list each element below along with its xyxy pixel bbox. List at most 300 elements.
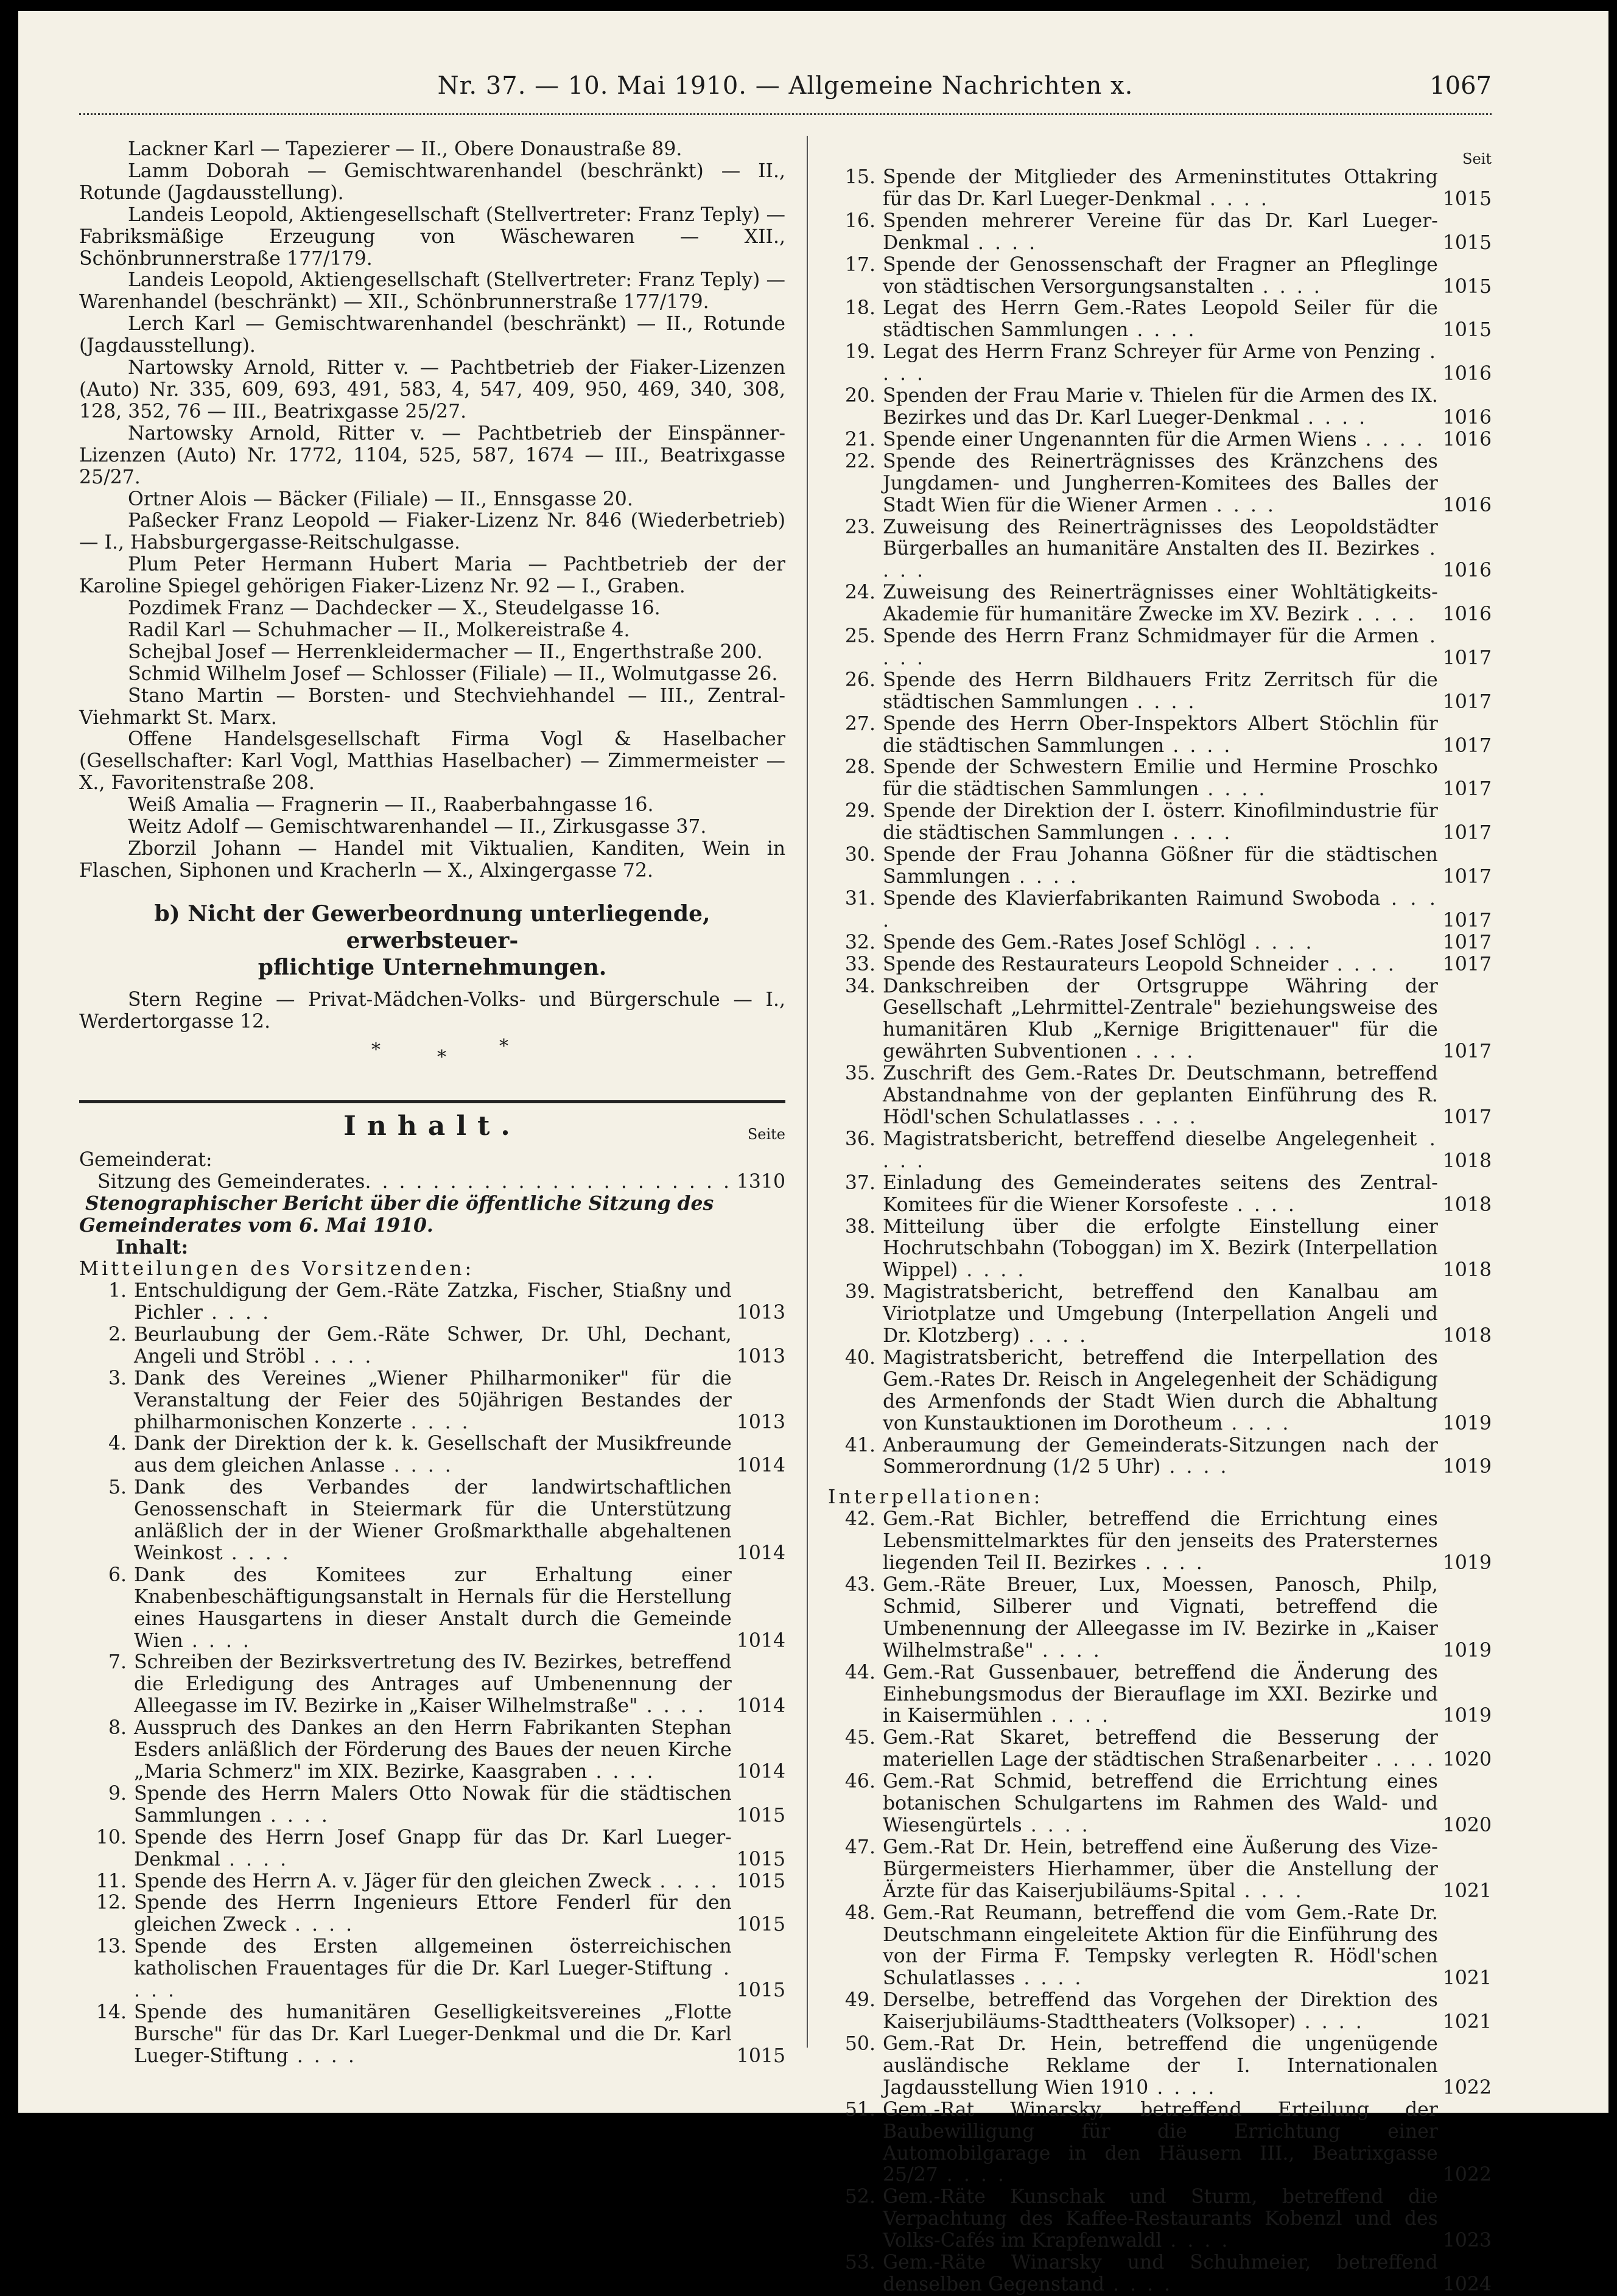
leader-dots: . . . . [1136, 1552, 1205, 1575]
toc-number: 29. [844, 800, 875, 823]
toc-body [883, 1172, 1438, 1216]
toc-text-wrap [883, 298, 1438, 342]
toc-row [134, 1477, 785, 1565]
toc-row [134, 1565, 785, 1652]
toc-body [883, 1771, 1438, 1836]
toc-item [79, 1280, 785, 1324]
leader-dots: . . . . [883, 538, 1438, 582]
toc-number: 10. [96, 1826, 127, 1848]
toc-row [134, 1871, 785, 1893]
toc-page: 1018 [1442, 1325, 1492, 1347]
toc-item [828, 954, 1492, 976]
leader-dots: . . . . [1296, 2011, 1364, 2034]
toc-number: 12. [96, 1892, 127, 1914]
toc-text: Einladung des Gemeinderates seitens des Zentral-Komitees für die Wiener Korsofeste [883, 1171, 1438, 1216]
toc-page: 1016 [1442, 406, 1492, 429]
toc-number: 49. [844, 1989, 875, 2012]
toc-text: Gem.-Rat Winarsky, betreffend Erteilung der Baubewilligung für die Errichtung einer Automobilgarage in den Häusern III., Beatrixgasse 25/27 [883, 2098, 1438, 2186]
toc-text-wrap [883, 1129, 1438, 1173]
toc-page: 1014 [736, 1629, 785, 1652]
toc-row [134, 1280, 785, 1324]
toc-number: 23. [844, 516, 875, 538]
toc-item [828, 1282, 1492, 1347]
toc-row [883, 385, 1492, 429]
toc-text: Spende des Herrn Malers Otto Nowak für die städtischen Sammlungen [134, 1782, 732, 1827]
toc-number: 5. [108, 1476, 127, 1499]
leader-dots: . . . . [1367, 1749, 1436, 1771]
toc-text-wrap [883, 167, 1438, 211]
toc-body [134, 1870, 651, 1892]
mitteilungen-label: Mitteilungen des Vorsitzenden: [79, 1258, 475, 1280]
toc-text: Gem.-Räte Winarsky und Schuhmeier, betreffend denselben Gegenstand [883, 2252, 1438, 2295]
toc-body [883, 341, 1420, 363]
leader-dots: . . . . [1128, 690, 1197, 713]
toc-item [828, 1575, 1492, 1662]
section-b-heading [79, 900, 785, 981]
toc-page: 1017 [1442, 931, 1492, 953]
toc-body [883, 1347, 1438, 1434]
toc-text-wrap [883, 2252, 1438, 2296]
toc-row [883, 844, 1492, 888]
toc-row [883, 1771, 1492, 1837]
toc-text-wrap [883, 1662, 1438, 1728]
toc-number: 52. [844, 2186, 875, 2208]
toc-number: 8. [108, 1717, 127, 1740]
toc-item [828, 1771, 1492, 1837]
toc-text-wrap [134, 1936, 732, 2002]
leader-dots: . . . . [1129, 1106, 1198, 1128]
toc-number: 20. [844, 385, 875, 407]
toc-sitzung [79, 1171, 785, 1193]
toc-row [883, 342, 1492, 385]
toc-row [883, 1727, 1492, 1771]
leader-dots: . . . . [288, 2045, 357, 2067]
running-title: Nr. 37. — 10. Mai 1910. — Allgemeine Nachrichten x. [437, 72, 1134, 100]
toc-page: 1016 [1442, 603, 1492, 626]
star: * [499, 1035, 508, 1057]
toc-item [79, 2002, 785, 2068]
toc-item [828, 451, 1492, 517]
toc-text: Magistratsbericht, betreffend die Interpellation des Gem.-Rates Dr. Reisch in Angelegenheit der Schädigung des Armenfonds der Stadt Wien durch die Abhaltung von Kunstauktionen im Dorotheum [883, 1346, 1438, 1434]
leader-dots: . . . . [637, 1695, 706, 1718]
toc-text-wrap [134, 1871, 732, 1893]
toc-row [883, 1509, 1492, 1575]
page-number: 1067 [1429, 72, 1492, 100]
toc-row [883, 1129, 1492, 1173]
leader-dots [365, 1171, 736, 1193]
toc-number: 26. [844, 669, 875, 691]
toc-row [883, 211, 1492, 255]
toc-text-wrap [134, 1718, 732, 1783]
toc-body [883, 451, 1438, 516]
toc-body [883, 713, 1438, 757]
leader-dots: . . . . [286, 1914, 355, 1936]
star: * [371, 1039, 381, 1061]
toc-text: Spende des Ersten allgemeinen österreichischen katholischen Frauentages für die Dr. Karl Lueger-Stiftung [134, 1936, 732, 1980]
toc-text: Spende einer Ungenannten für die Armen Wiens [883, 428, 1357, 451]
toc-item [79, 1871, 785, 1893]
toc-item [828, 385, 1492, 429]
toc-text-wrap [134, 2002, 732, 2068]
toc-item [828, 2034, 1492, 2099]
leader-dots: . . . . [222, 1542, 291, 1564]
toc-text-wrap [883, 844, 1438, 888]
toc-text: Entschuldigung der Gem.-Räte Zatzka, Fischer, Stiaßny und Pichler [134, 1280, 732, 1324]
toc-body [883, 429, 1357, 451]
toc-number: 2. [108, 1323, 127, 1346]
leader-dots: . . . . [1104, 2273, 1173, 2295]
leader-dots: . . . . [1246, 931, 1314, 953]
leader-dots: . . . . [1207, 494, 1276, 516]
toc-text: Gem.-Rat Dr. Hein, betreffend die ungenügende ausländische Reklame der I. Internationalen Jagdausstellung Wien 1910 [883, 2033, 1438, 2099]
register-entry: Pozdimek Franz — Dachdecker — X., Steudelgasse 16. [128, 597, 661, 620]
toc-number: 1. [108, 1280, 127, 1302]
toc-body [883, 756, 1438, 800]
toc-text-wrap [883, 429, 1438, 451]
toc-item [79, 1652, 785, 1718]
toc-text: Dank der Direktion der k. k. Gesellschaft der Musikfreunde aus dem gleichen Anlasse [134, 1433, 732, 1477]
toc-text: Gem.-Rat Bichler, betreffend die Errichtung eines Lebensmittelmarktes für den jenseits des Pratersternes liegenden Teil II. Bezirkes [883, 1508, 1438, 1575]
toc-item [79, 1565, 785, 1652]
toc-item [828, 1903, 1492, 1990]
toc-number: 40. [844, 1346, 875, 1369]
toc-number: 11. [96, 1870, 127, 1892]
toc-page: 1014 [736, 1455, 785, 1477]
toc-text: Spende des Restaurateurs Leopold Schneider [883, 953, 1328, 975]
toc-item [79, 1783, 785, 1827]
toc-item [828, 757, 1492, 801]
register-entry: Lerch Karl — Gemischtwarenhandel (beschränkt) — II., Rotunde (Jagdausstellung). [79, 313, 785, 357]
toc-item [828, 670, 1492, 714]
leader-dots: . . . . [958, 1259, 1026, 1282]
toc-page: 1017 [1442, 1106, 1492, 1128]
toc-row [883, 2186, 1492, 2252]
leader-dots: . . . . [1020, 1325, 1089, 1347]
toc-page: 1017 [1442, 690, 1492, 713]
leader-dots: . . . . [1160, 1456, 1229, 1478]
toc-number: 43. [844, 1574, 875, 1596]
toc-page: 1017 [1442, 734, 1492, 757]
leader-dots: . . . . [1015, 1967, 1084, 1990]
toc-page: 1013 [736, 1345, 785, 1367]
toc-body [883, 800, 1438, 844]
toc-text: Gem.-Rat Schmid, betreffend die Errichtung eines botanischen Schulgartens im Rahmen des Wald- und Wiesengürtels [883, 1771, 1438, 1836]
toc-row [883, 255, 1492, 298]
toc-item [79, 1433, 785, 1477]
toc-text-wrap [883, 2034, 1438, 2099]
register-entry: Schmid Wilhelm Josef — Schlosser (Filiale) — II., Wolmutgasse 26. [128, 662, 778, 685]
toc-text: Spende des Herrn Franz Schmidmayer für die Armen [883, 625, 1419, 648]
toc-text: Zuschrift des Gem.-Rates Dr. Deutschmann, betreffend Abstandnahme von der geplanten Einführung des R. Hödl'schen Schulatlasses [883, 1062, 1438, 1128]
leader-dots: . . . . [651, 1870, 720, 1892]
leader-dots: . . . . [1348, 603, 1417, 626]
toc-row [883, 167, 1492, 211]
toc-text-wrap [883, 757, 1438, 801]
toc-row [134, 1718, 785, 1783]
toc-page: 1015 [1442, 319, 1492, 342]
toc-text: Dank des Verbandes der landwirtschaftlichen Genossenschaft in Steiermark für die Unterstützung anläßlich der in der Wiener Großmarkthalle abgehaltenen Weinkost [134, 1476, 732, 1564]
toc-text: Spenden der Frau Marie v. Thielen für die Armen des IX. Bezirkes und das Dr. Karl Lueger-Denkmal [883, 385, 1438, 429]
toc-row [134, 1936, 785, 2002]
toc-number: 45. [844, 1727, 875, 1749]
toc-row [134, 1652, 785, 1718]
toc-text-wrap [134, 1565, 732, 1652]
toc-number: 51. [844, 2098, 875, 2121]
toc-item [828, 342, 1492, 385]
toc-number: 14. [96, 2001, 127, 2023]
toc-number: 18. [844, 297, 875, 320]
toc-page: 1017 [1442, 778, 1492, 801]
toc-text-wrap [883, 954, 1438, 976]
toc-row [134, 1783, 785, 1827]
leader-dots: . . . . [1128, 319, 1197, 342]
toc-text: Legat des Herrn Gem.-Rates Leopold Seiler für die städtischen Sammlungen [883, 297, 1438, 342]
toc-body [134, 1324, 732, 1367]
toc-page: 1016 [1442, 363, 1492, 385]
toc-number: 16. [844, 209, 875, 232]
toc-number: 34. [844, 975, 875, 997]
toc-row [883, 1173, 1492, 1216]
toc-text: Spende des Herrn Bildhauers Fritz Zerritsch für die städtischen Sammlungen [883, 669, 1438, 713]
toc-page: 1019 [1442, 1412, 1492, 1434]
steno-title: Stenographischer Bericht über die öffentliche Sitzung des Gemeinderates vom 6. Mai 1910. [79, 1192, 714, 1237]
toc-row [883, 517, 1492, 583]
toc-item [79, 1477, 785, 1565]
register-entry: Zborzil Johann — Handel mit Viktualien, Kanditen, Wein in Flaschen, Siphonen und Kracherln — X., Alxingergasse 72. [79, 838, 785, 882]
toc-page: 1017 [1442, 1041, 1492, 1063]
toc-row [883, 670, 1492, 714]
toc-item [828, 2099, 1492, 2187]
leader-dots: . . . . [220, 1848, 289, 1870]
header-rule [79, 113, 1492, 115]
toc-text: Sitzung des Gemeinderates [97, 1170, 365, 1193]
toc-item [828, 429, 1492, 451]
section-b-title-line1: b) Nicht der Gewerbeordnung unterliegende, erwerbsteuer- [154, 900, 710, 953]
toc-text: Ausspruch des Dankes an den Herrn Fabrikanten Stephan Esders anläßlich der Förderung des Baues der neuen Kirche „Maria Schmerz" im XIX. Bezirke, Kaasgraben [134, 1717, 732, 1783]
toc-text-wrap [134, 1368, 732, 1434]
toc-text-wrap [134, 1477, 732, 1565]
register-entry: Ortner Alois — Bäcker (Filiale) — II., Ennsgasse 20. [128, 488, 633, 510]
toc-text-wrap [134, 1433, 732, 1477]
toc-number: 30. [844, 844, 875, 866]
toc-number: 38. [844, 1215, 875, 1238]
toc-text-wrap [883, 1575, 1438, 1662]
toc-row [883, 1282, 1492, 1347]
toc-page: 1021 [1442, 2011, 1492, 2034]
toc-number: 22. [844, 450, 875, 472]
leader-dots: . . . . [1164, 734, 1233, 757]
toc-row [883, 1216, 1492, 1282]
toc-text-wrap [883, 517, 1438, 583]
toc-text: Dank des Komitees zur Erhaltung einer Knabenbeschäftigungsanstalt in Hernals für die Herstellung eines Hausgartens in dieser Anstalt durch die Gemeinde Wien [134, 1564, 732, 1652]
leader-dots: . . . . [1148, 2076, 1217, 2099]
leader-dots: . . . . [1356, 428, 1425, 451]
toc-item [828, 888, 1492, 932]
leader-dots: . . . . [938, 2164, 1006, 2186]
toc-text: Spende des Herrn Ingenieurs Ettore Fenderl für den gleichen Zweck [134, 1892, 732, 1936]
toc-page: 1014 [736, 1542, 785, 1564]
leader-dots: . . . . [1042, 1705, 1111, 1727]
toc-row [883, 451, 1492, 517]
toc-row [883, 2034, 1492, 2099]
toc-text-wrap [134, 1652, 732, 1718]
right-column [828, 151, 1492, 2296]
leader-dots: . . . . [385, 1455, 454, 1477]
document-page [18, 11, 1608, 2295]
toc-number: 31. [844, 887, 875, 910]
toc-text: Zuweisung des Reinerträgnisses des Leopoldstädter Bürgerballes an humanitäre Anstalten des II. Bezirkes [883, 516, 1438, 560]
toc-page: 1021 [1442, 1880, 1492, 1902]
section-rule [79, 1100, 785, 1103]
toc-text: Schreiben der Bezirksvertretung des IV. Bezirkes, betreffend die Erledigung des Antrages auf Umbenennung der Alleegasse im IV. Bezirke in „Kaiser Wilhelmstraße" [134, 1651, 732, 1718]
toc-number: 21. [844, 428, 875, 451]
toc-text-wrap [883, 1990, 1438, 2034]
toc-body [883, 1574, 1438, 1662]
toc-text: Gem.-Räte Kunschak und Sturm, betreffend die Verpachtung des Kaffee-Restaurants Kobenzl und des Volks-Cafés im Krapfenwaldl [883, 2186, 1438, 2252]
toc-list-right [828, 167, 1492, 1478]
seite-label: Seite [747, 1125, 785, 1143]
toc-row [883, 2099, 1492, 2187]
toc-row [883, 757, 1492, 801]
toc-item [828, 2186, 1492, 2252]
toc-row [134, 1368, 785, 1434]
toc-number: 27. [844, 712, 875, 735]
leader-dots: . . . . [1022, 1814, 1090, 1836]
star: * [437, 1046, 446, 1068]
toc-row [883, 298, 1492, 342]
leader-dots: . . . . [883, 625, 1438, 669]
toc-text: Spenden mehrerer Vereine für das Dr. Karl Lueger-Denkmal [883, 209, 1438, 254]
toc-row [883, 1575, 1492, 1662]
toc-text-wrap [883, 1216, 1438, 1282]
toc-number: 36. [844, 1128, 875, 1150]
leader-dots: . . . . [1127, 1041, 1196, 1063]
toc-text: Spende der Genossenschaft der Fragner an Pfleglinge von städtischen Versorgungsanstalten [883, 253, 1438, 298]
toc-text: Spende des Reinerträgnisses des Kränzchens des Jungdamen- und Jungherren-Komitees des Balles der Stadt Wien für die Wiener Armen [883, 450, 1438, 516]
register-entry: Nartowsky Arnold, Ritter v. — Pachtbetrieb der Einspänner-Lizenzen (Auto) Nr. 1772, 1104, 525, 587, 1674 — III., Beatrixgasse 25/27. [79, 422, 785, 488]
column-divider [807, 136, 808, 2048]
leader-dots: . . . . [261, 1804, 330, 1827]
toc-item [828, 1173, 1492, 1216]
register-entry: Radil Karl — Schuhmacher — II., Molkereistraße 4. [128, 619, 630, 641]
toc-number: 3. [108, 1367, 127, 1389]
toc-row [883, 1347, 1492, 1435]
register-entry: Stano Martin — Borsten- und Stechviehhandel — III., Zentral-Viehmarkt St. Marx. [79, 684, 785, 729]
toc-page: 1023 [1442, 2230, 1492, 2252]
toc-body [883, 625, 1419, 647]
leader-dots: . . . . [883, 1128, 1438, 1172]
register-entry: Weitz Adolf — Gemischtwarenhandel — II., Zirkusgasse 37. [128, 816, 707, 838]
toc-text: Dank des Vereines „Wiener Philharmoniker" für die Veranstaltung der Feier des 50jährigen Bestandes der philharmonischen Konzerte [134, 1367, 732, 1433]
toc-text-wrap [883, 582, 1438, 626]
leader-dots: . . . . [1328, 953, 1397, 975]
toc-item [828, 932, 1492, 954]
toc-text-wrap [883, 1509, 1438, 1575]
register-entry: Weiß Amalia — Fragnerin — II., Raaberbahngasse 16. [128, 794, 654, 816]
toc-text-wrap [883, 1282, 1438, 1347]
toc-item [828, 1216, 1492, 1282]
toc-text-wrap [883, 1063, 1438, 1129]
toc-body [883, 166, 1438, 210]
leader-dots: . . . . [1201, 188, 1269, 210]
toc-text: Anberaumung der Gemeinderats-Sitzungen nach der Sommerordnung (1/2 5 Uhr) [883, 1434, 1438, 1478]
toc-page: 1019 [1442, 1705, 1492, 1727]
toc-page: 1015 [736, 1870, 785, 1892]
register-entry: Stern Regine — Privat-Mädchen-Volks- und Bürgerschule — I., Werdertorgasse 12. [79, 988, 785, 1033]
toc-page: 1017 [1442, 909, 1492, 932]
toc-page: 1015 [1442, 188, 1492, 210]
toc-page: 1015 [736, 1914, 785, 1936]
register-entry: Landeis Leopold, Aktiengesellschaft (Stellvertreter: Franz Teply) — Warenhandel (beschränkt) — XII., Schönbrunnerstraße 177/179. [79, 269, 785, 314]
toc-item [828, 2252, 1492, 2296]
toc-text: Spende des Klavierfabrikanten Raimund Swoboda [883, 887, 1381, 910]
register-entry: Paßecker Franz Leopold — Fiaker-Lizenz Nr. 846 (Wiederbetrieb) — I., Habsburgergasse-Reitschulgasse. [79, 510, 785, 554]
toc-number: 47. [844, 1836, 875, 1858]
toc-item [828, 255, 1492, 298]
toc-item [79, 1892, 785, 1936]
toc-text-wrap [134, 1280, 732, 1324]
leader-dots: . . . . [134, 1957, 732, 2002]
toc-text-wrap [883, 451, 1438, 517]
toc-row [883, 932, 1492, 954]
toc-number: 50. [844, 2033, 875, 2056]
toc-page: 1024 [1442, 2273, 1492, 2295]
toc-page: 1015 [736, 1848, 785, 1870]
toc-text-wrap [883, 1435, 1438, 1479]
toc-text-wrap [883, 1727, 1438, 1771]
toc-text: Magistratsbericht, betreffend dieselbe Angelegenheit [883, 1128, 1417, 1150]
toc-item [828, 626, 1492, 670]
toc-item [79, 1827, 785, 1871]
toc-text-wrap [883, 1837, 1438, 1903]
leader-dots: . . . . [1254, 275, 1322, 298]
toc-row [134, 1433, 785, 1477]
toc-text-wrap [134, 1892, 732, 1936]
toc-row [883, 1903, 1492, 1990]
toc-page: 1013 [736, 1411, 785, 1433]
toc-item [828, 211, 1492, 255]
toc-number: 7. [108, 1651, 127, 1674]
toc-item [828, 1662, 1492, 1728]
leader-dots: . . . . [883, 887, 1438, 932]
toc-item [828, 1129, 1492, 1173]
toc-item [828, 801, 1492, 844]
toc-text-wrap [883, 932, 1438, 954]
toc-number: 37. [844, 1171, 875, 1194]
toc-text-wrap [883, 714, 1438, 757]
toc-body [883, 1128, 1417, 1150]
toc-item [828, 582, 1492, 626]
toc-row [883, 801, 1492, 844]
toc-text: Dankschreiben der Ortsgruppe Währing der Gesellschaft „Lehrmittel-Zentrale" beziehungsweise des humanitären Klub „Kernige Brigittenauer" für die gewährten Subventionen [883, 975, 1438, 1063]
toc-page: 1016 [1442, 494, 1492, 516]
toc-row [883, 888, 1492, 932]
toc-text: Spende des Herrn Ober-Inspektors Albert Stöchlin für die städtischen Sammlungen [883, 712, 1438, 757]
toc-item [828, 1347, 1492, 1435]
toc-row [134, 1324, 785, 1368]
toc-body [883, 953, 1328, 975]
toc-text: Derselbe, betreffend das Vorgehen der Direktion des Kaiserjubiläums-Stadttheaters (Volksoper) [883, 1989, 1438, 2034]
toc-text: Mitteilung über die erfolgte Einstellung einer Hochrutschbahn (Toboggan) im X. Bezirk (Interpellation Wippel) [883, 1215, 1438, 1282]
toc-row [883, 1435, 1492, 1479]
toc-body [883, 210, 1438, 254]
toc-number: 32. [844, 931, 875, 953]
toc-row [883, 1063, 1492, 1129]
register-entry: Offene Handelsgesellschaft Firma Vogl & Haselbacher (Gesellschafter: Karl Vogl, Matthias Haselbacher) — Zimmermeister — X., Favoritenstraße 208. [79, 728, 785, 795]
toc-item [828, 167, 1492, 211]
toc-text-wrap [883, 801, 1438, 844]
toc-item [79, 1324, 785, 1368]
